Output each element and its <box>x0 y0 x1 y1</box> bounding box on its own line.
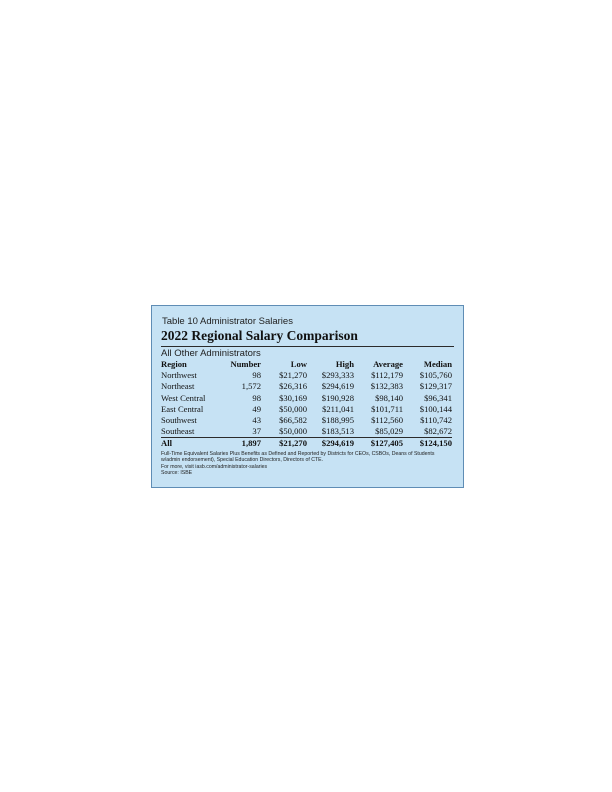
median-cell: $100,144 <box>419 403 452 414</box>
median-cell: $124,150 <box>403 438 452 450</box>
average-cell: $127,405 <box>354 438 403 450</box>
high-cell: $211,041 <box>322 403 354 414</box>
region-cell: Northeast <box>161 381 195 392</box>
total-row <box>161 438 452 450</box>
salary-table <box>161 359 452 450</box>
region-cell: Southeast <box>161 426 195 437</box>
high-cell: $183,513 <box>321 426 354 437</box>
column-header: Median <box>423 359 452 369</box>
footnote-text: Full-Time Equivalent Salaries Plus Benefits as Defined and Reported by Districts for CEOs, CSBOs, Deans of Students w/admin endorsement), Special Education Directors, Directors of CTE. <box>161 451 435 464</box>
source-text: Source: ISBE <box>161 469 193 476</box>
low-cell: $21,270 <box>261 438 307 450</box>
number-cell: 43 <box>252 415 261 426</box>
table-row <box>161 370 452 381</box>
low-cell: $26,316 <box>279 381 307 392</box>
column-header: High <box>335 359 354 369</box>
number-cell: 98 <box>252 370 261 381</box>
median-cell: $129,317 <box>419 381 452 392</box>
column-header: Low <box>290 359 307 369</box>
table-row <box>161 426 452 438</box>
column-header: Average <box>373 359 403 369</box>
table-row <box>161 404 452 415</box>
table-caption: Table 10 Administrator Salaries <box>162 316 293 327</box>
salary-table-card <box>151 305 464 488</box>
average-cell: $112,560 <box>371 415 403 426</box>
median-cell: $110,742 <box>420 415 452 426</box>
low-cell: $30,169 <box>279 392 307 403</box>
table-title: 2022 Regional Salary Comparison <box>161 328 358 343</box>
average-cell: $112,179 <box>371 370 403 381</box>
high-cell: $188,995 <box>321 415 354 426</box>
average-cell: $132,383 <box>370 381 403 392</box>
median-cell: $105,760 <box>419 370 452 381</box>
number-cell: 1,897 <box>219 438 261 450</box>
table-header-row <box>161 359 452 370</box>
title-divider <box>161 346 454 347</box>
high-cell: $293,333 <box>321 370 354 381</box>
low-cell: $66,582 <box>279 415 307 426</box>
column-header: Region <box>161 359 187 369</box>
median-cell: $82,672 <box>424 426 452 437</box>
average-cell: $101,711 <box>371 403 403 414</box>
table-row <box>161 381 452 392</box>
number-cell: 1,572 <box>241 381 261 392</box>
region-cell: Northwest <box>161 370 197 381</box>
region-cell: All <box>161 438 219 450</box>
low-cell: $21,270 <box>279 370 307 381</box>
average-cell: $85,029 <box>375 426 403 437</box>
average-cell: $98,140 <box>375 392 403 403</box>
table-notes <box>161 451 451 476</box>
high-cell: $190,928 <box>321 392 354 403</box>
more-info-text: For more, visit iasb.com/administrator-salaries <box>161 463 268 470</box>
section-label: All Other Administrators <box>161 348 261 359</box>
table-row <box>161 393 452 404</box>
high-cell: $294,619 <box>321 381 354 392</box>
region-cell: Southwest <box>161 415 197 426</box>
number-cell: 49 <box>252 403 261 414</box>
region-cell: East Central <box>161 403 204 414</box>
table-row <box>161 415 452 426</box>
number-cell: 98 <box>252 392 261 403</box>
region-cell: West Central <box>161 392 206 403</box>
low-cell: $50,000 <box>279 426 307 437</box>
median-cell: $96,341 <box>424 392 452 403</box>
high-cell: $294,619 <box>307 438 354 450</box>
column-header: Number <box>230 359 261 369</box>
number-cell: 37 <box>252 426 261 437</box>
low-cell: $50,000 <box>279 403 307 414</box>
